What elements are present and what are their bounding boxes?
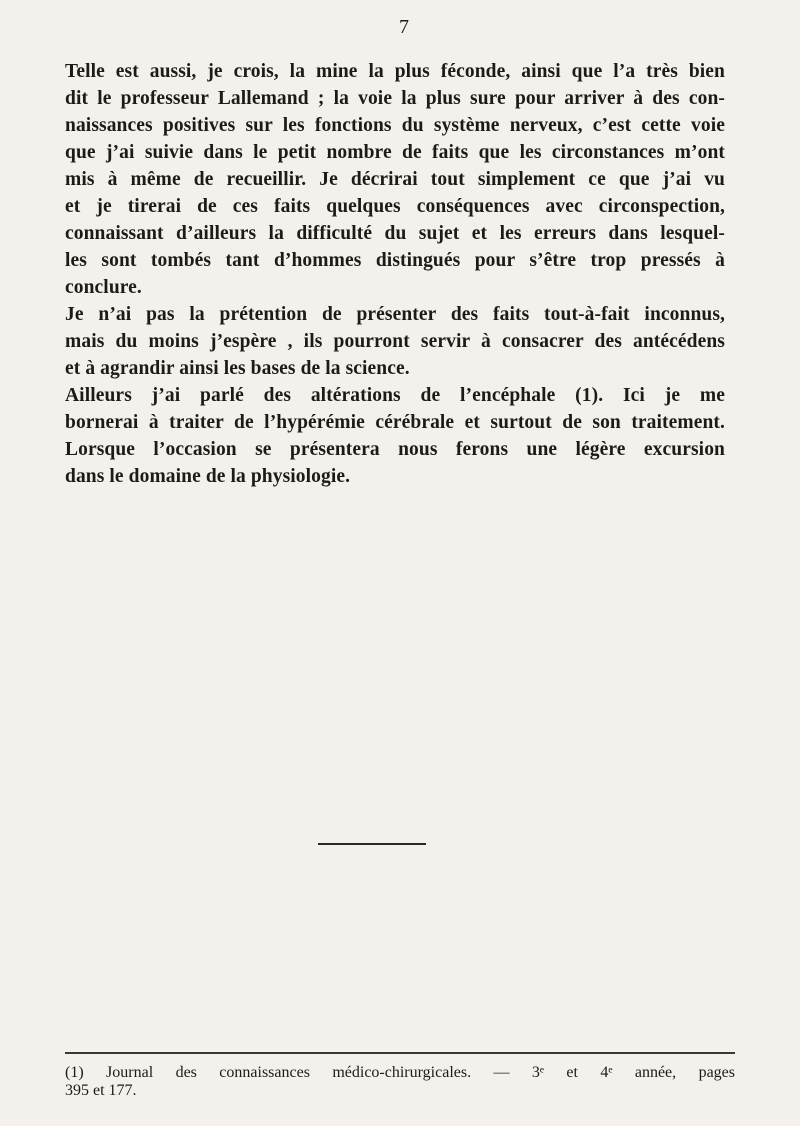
text-line: et à agrandir ainsi les bases de la science. xyxy=(65,358,410,379)
text-line: et je tirerai de ces faits quelques conséquences avec circonspection, xyxy=(65,196,725,217)
paragraph-2 xyxy=(65,301,725,382)
body-text xyxy=(65,58,725,490)
text-line: connaissant d’ailleurs la difficulté du sujet et les erreurs dans lesquel- xyxy=(65,223,725,244)
footnote-line: (1) Journal des connaissances médico-chirurgicales. — 3ᵉ et 4ᵉ année, pages xyxy=(65,1064,735,1081)
text-line: naissances positives sur les fonctions du système nerveux, c’est cette voie xyxy=(65,115,725,136)
page-number: 7 xyxy=(399,16,409,38)
text-line: bornerai à traiter de l’hypérémie cérébrale et surtout de son traitement. xyxy=(65,412,725,433)
text-line: Ailleurs j’ai parlé des altérations de l’encéphale (1). Ici je me xyxy=(65,385,725,406)
paragraph-3 xyxy=(65,382,725,490)
paragraph-1 xyxy=(65,58,725,301)
text-line: dit le professeur Lallemand ; la voie la plus sure pour arriver à des con- xyxy=(65,88,725,109)
text-line: Lorsque l’occasion se présentera nous ferons une légère excursion xyxy=(65,439,725,460)
text-line: les sont tombés tant d’hommes distingués pour s’être trop pressés à xyxy=(65,250,725,271)
footnote xyxy=(65,1064,735,1100)
text-line: dans le domaine de la physiologie. xyxy=(65,466,351,487)
section-divider xyxy=(318,843,426,845)
footnote-rule xyxy=(65,1052,735,1054)
text-line: Je n’ai pas la prétention de présenter des faits tout-à-fait inconnus, xyxy=(65,304,725,325)
text-line: Telle est aussi, je crois, la mine la plus féconde, ainsi que l’a très bien xyxy=(65,61,725,82)
footnote-line: 395 et 177. xyxy=(65,1082,137,1099)
text-line: mis à même de recueillir. Je décrirai tout simplement ce que j’ai vu xyxy=(65,169,725,190)
text-line: que j’ai suivie dans le petit nombre de faits que les circonstances m’ont xyxy=(65,142,725,163)
text-line: conclure. xyxy=(65,277,142,298)
text-line: mais du moins j’espère , ils pourront servir à consacrer des antécédens xyxy=(65,331,725,352)
